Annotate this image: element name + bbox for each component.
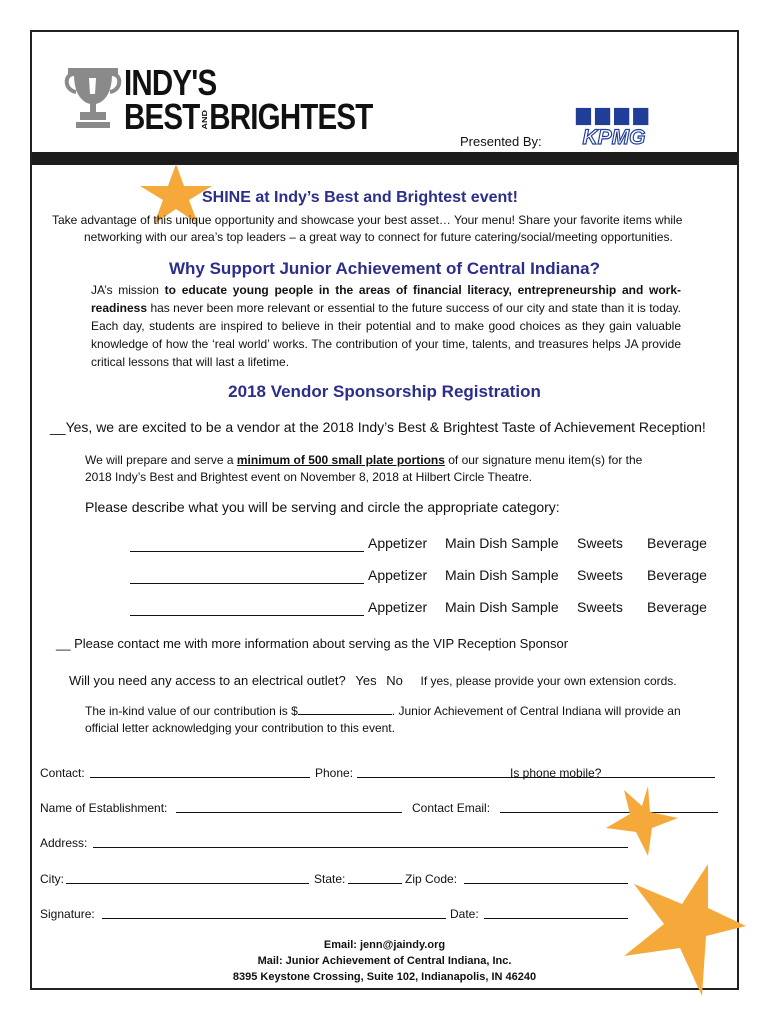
why-rest: has never been more relevant or essential to the future success of our city and state than it is today. Each day, students are inspired to believe in their potential and to make good choices as they gain valuable knowledge of how the ‘real world’ works. The contribution of your time, talents, and treasures helps JA provide critical lessons that will last a lifetime. [91, 301, 681, 369]
category-main-dish[interactable]: Main Dish Sample [445, 599, 559, 615]
state-input[interactable] [348, 871, 402, 884]
date-label: Date: [450, 907, 479, 921]
logo-text-best: BEST [124, 96, 200, 137]
phone-mobile-label: Is phone mobile? [510, 766, 602, 780]
state-label: State: [314, 872, 346, 886]
why-intro: JA’s mission [91, 283, 165, 297]
address-label: Address: [40, 836, 88, 850]
inkind-line1 [85, 702, 681, 720]
category-appetizer[interactable]: Appetizer [368, 599, 428, 615]
star-icon [602, 784, 682, 858]
category-beverage[interactable]: Beverage [647, 535, 707, 551]
prepare-line2: 2018 Indy’s Best and Brightest event on November 8, 2018 at Hilbert Circle Theatre. [85, 470, 533, 484]
registration-heading: 2018 Vendor Sponsorship Registration [228, 382, 541, 401]
contact-email-label: Contact Email: [412, 801, 491, 815]
vendor-yes-line[interactable]: __Yes, we are excited to be a vendor at the 2018 Indy’s Best & Brightest Taste of Achievement Reception! [50, 419, 706, 435]
kpmg-logo [568, 106, 660, 148]
presented-by-label: Presented By: [460, 134, 542, 149]
vip-sponsor-line[interactable]: __ Please contact me with more information about serving as the VIP Reception Sponsor [56, 636, 569, 651]
star-icon [620, 862, 750, 998]
menu-item-input[interactable] [130, 571, 364, 584]
category-sweets[interactable]: Sweets [577, 599, 623, 615]
category-sweets[interactable]: Sweets [577, 567, 623, 583]
logo-text-indys: INDY'S [124, 62, 217, 103]
outlet-question-text: Will you need any access to an electrical outlet? [69, 673, 346, 688]
prepare-text-a: We will prepare and serve a [85, 453, 237, 467]
logo-text-brightest: BRIGHTEST [209, 96, 373, 137]
city-label: City: [40, 872, 64, 886]
contact-label: Contact: [40, 766, 85, 780]
inkind-text-b: . Junior Achievement of Central Indiana will provide an [391, 704, 681, 718]
phone-label: Phone: [315, 766, 354, 780]
inkind-line2: official letter acknowledging your contribution to this event. [85, 721, 395, 735]
category-main-dish[interactable]: Main Dish Sample [445, 567, 559, 583]
footer-email[interactable]: Email: jenn@jaindy.org [323, 939, 446, 951]
category-appetizer[interactable]: Appetizer [368, 567, 428, 583]
category-sweets[interactable]: Sweets [577, 535, 623, 551]
address-input[interactable] [93, 835, 628, 848]
outlet-question [69, 673, 677, 688]
menu-item-input[interactable] [130, 603, 364, 616]
date-input[interactable] [484, 906, 628, 919]
signature-label: Signature: [40, 907, 95, 921]
why-mission-bold: to educate young people in the areas of financial literacy, entrepreneurship and work-readiness [91, 283, 682, 315]
category-appetizer[interactable]: Appetizer [368, 535, 428, 551]
why-heading: Why Support Junior Achievement of Central Indiana? [168, 259, 601, 278]
logo-text-and: AND [200, 109, 209, 130]
category-main-dish[interactable]: Main Dish Sample [445, 535, 559, 551]
signature-input[interactable] [102, 906, 446, 919]
zip-label: Zip Code: [405, 872, 458, 886]
zip-input[interactable] [464, 871, 628, 884]
trophy-icon [62, 64, 124, 130]
outlet-yes-option[interactable]: Yes [355, 673, 377, 688]
outlet-no-option[interactable]: No [386, 673, 403, 688]
kpmg-logo-text: KPMG [582, 126, 646, 148]
footer-address: 8395 Keystone Crossing, Suite 102, Indianapolis, IN 46240 [232, 971, 537, 983]
establishment-label: Name of Establishment: [40, 801, 168, 815]
establishment-input[interactable] [176, 800, 402, 813]
prepare-text-bold: minimum of 500 small plate portions [236, 453, 445, 467]
prepare-line1 [85, 451, 642, 469]
category-beverage[interactable]: Beverage [647, 599, 707, 615]
category-beverage[interactable]: Beverage [647, 567, 707, 583]
contact-input[interactable] [90, 765, 310, 778]
inkind-text-a: The in-kind value of our contribution is $ [85, 704, 298, 718]
inkind-amount-input[interactable] [298, 702, 392, 715]
prepare-text-b: of our signature menu item(s) for the [444, 453, 643, 467]
describe-instructions: Please describe what you will be serving and circle the appropriate category: [85, 499, 560, 515]
logo-text-best-brightest [124, 96, 372, 138]
shine-heading: SHINE at Indy’s Best and Brightest event! [202, 189, 518, 206]
outlet-note: If yes, please provide your own extension cords. [420, 674, 677, 688]
shine-text-line1: Take advantage of this unique opportunity and showcase your best asset… Your menu! Share your favorite items while [52, 213, 683, 227]
why-paragraph [91, 281, 681, 371]
menu-item-input[interactable] [130, 539, 364, 552]
footer-mail: Mail: Junior Achievement of Central Indiana, Inc. [257, 955, 512, 967]
city-input[interactable] [66, 871, 309, 884]
shine-text-line2: networking with our area’s top leaders – a great way to connect for future catering/social/meeting opportunities. [84, 230, 673, 244]
